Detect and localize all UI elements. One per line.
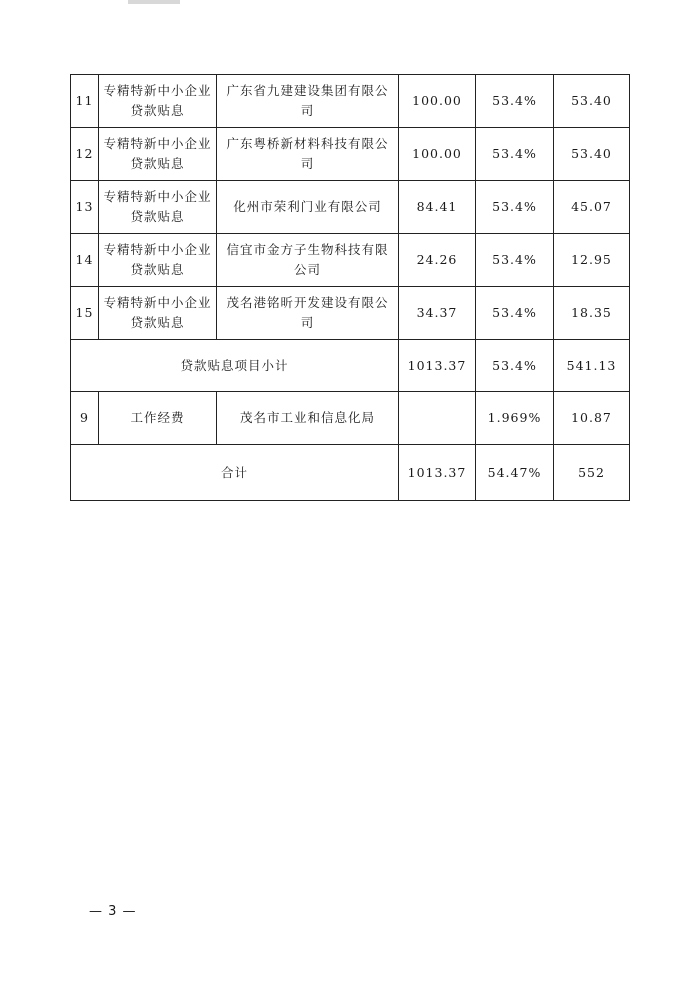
row-subsidy: 53.40: [554, 128, 630, 181]
row-company: 化州市荣利门业有限公司: [217, 181, 399, 234]
work-subsidy: 10.87: [554, 392, 630, 445]
work-company: 茂名市工业和信息化局: [217, 392, 399, 445]
row-amount: 100.00: [399, 128, 476, 181]
top-edge-mark: [128, 0, 180, 4]
subtotal-amount: 1013.37: [399, 340, 476, 392]
page-number: — 3 —: [89, 904, 137, 919]
row-subsidy: 53.40: [554, 75, 630, 128]
table-row: [71, 181, 630, 234]
row-subsidy: 45.07: [554, 181, 630, 234]
row-rate: 53.4%: [476, 128, 554, 181]
total-subsidy: 552: [554, 445, 630, 501]
total-label: 合计: [71, 445, 399, 501]
row-rate: 53.4%: [476, 287, 554, 340]
row-category: 专精特新中小企业 贷款贴息: [99, 75, 217, 128]
row-company: 广东粤桥新材料科技有限公 司: [217, 128, 399, 181]
row-amount: 24.26: [399, 234, 476, 287]
table-row: [71, 234, 630, 287]
table-row: [71, 128, 630, 181]
subsidy-table: [70, 74, 630, 501]
row-amount: 84.41: [399, 181, 476, 234]
row-category: 专精特新中小企业 贷款贴息: [99, 181, 217, 234]
row-subsidy: 12.95: [554, 234, 630, 287]
row-number: 11: [71, 75, 99, 128]
row-rate: 53.4%: [476, 181, 554, 234]
subtotal-row: [71, 340, 630, 392]
work-rate: 1.969%: [476, 392, 554, 445]
work-number: 9: [71, 392, 99, 445]
total-amount: 1013.37: [399, 445, 476, 501]
row-category: 专精特新中小企业 贷款贴息: [99, 287, 217, 340]
row-company: 广东省九建建设集团有限公 司: [217, 75, 399, 128]
table-row: [71, 287, 630, 340]
row-number: 14: [71, 234, 99, 287]
row-amount: 34.37: [399, 287, 476, 340]
work-category: 工作经费: [99, 392, 217, 445]
total-rate: 54.47%: [476, 445, 554, 501]
subtotal-label: 贷款贴息项目小计: [71, 340, 399, 392]
row-amount: 100.00: [399, 75, 476, 128]
work-amount: [399, 392, 476, 445]
row-rate: 53.4%: [476, 75, 554, 128]
subtotal-rate: 53.4%: [476, 340, 554, 392]
row-subsidy: 18.35: [554, 287, 630, 340]
subtotal-subsidy: 541.13: [554, 340, 630, 392]
row-number: 13: [71, 181, 99, 234]
row-number: 12: [71, 128, 99, 181]
row-category: 专精特新中小企业 贷款贴息: [99, 128, 217, 181]
row-company: 茂名港铭昕开发建设有限公 司: [217, 287, 399, 340]
row-company: 信宜市金方子生物科技有限 公司: [217, 234, 399, 287]
table-row: [71, 75, 630, 128]
row-number: 15: [71, 287, 99, 340]
work-funds-row: [71, 392, 630, 445]
row-category: 专精特新中小企业 贷款贴息: [99, 234, 217, 287]
row-rate: 53.4%: [476, 234, 554, 287]
total-row: [71, 445, 630, 501]
